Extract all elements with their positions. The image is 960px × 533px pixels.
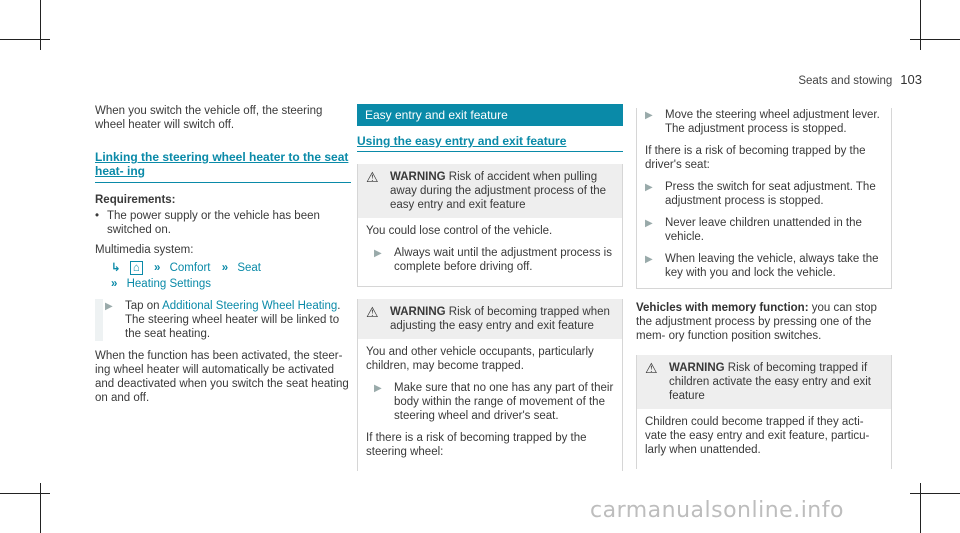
step-text: Move the steering wheel adjustment lever. The adjustment process is stopped. (665, 109, 880, 135)
path-heating-settings[interactable]: Heating Settings (126, 278, 211, 290)
crop-mark (920, 483, 921, 533)
instruction-step (645, 180, 883, 208)
crop-mark (40, 483, 41, 533)
warning-consequence: You could lose control of the vehicle. (366, 225, 553, 237)
instruction-step (645, 252, 883, 280)
warning-header (358, 299, 622, 339)
home-icon[interactable]: ⌂ (130, 261, 143, 275)
warning-header (637, 355, 891, 409)
outro-text: When the function has been activated, the steer- ing wheel heater will automatically be activated and deactivated when you switch the seat heating on and off. (95, 350, 349, 404)
step-icon: ▶ (645, 182, 653, 193)
step-text: Never leave children unattended in the vehicle. (665, 217, 862, 243)
step-icon: ▶ (374, 383, 382, 394)
warning-continuation (636, 108, 892, 289)
memory-function-paragraph: Vehicles with memory function: you can stop the adjustment process by pressing one of the mem- ory function position switches. (636, 302, 877, 342)
warning-text: Risk of becoming trapped if children activate the easy entry and exit feature (669, 362, 872, 402)
step-text: Always wait until the adjustment process is complete before driving off. (394, 247, 612, 273)
requirements-label: Requirements: (95, 194, 176, 206)
instruction-step (374, 381, 614, 423)
crop-mark (910, 493, 960, 494)
step-icon: ▶ (374, 248, 382, 259)
paragraph: If there is a risk of becoming trapped by the driver's seat: (645, 145, 866, 171)
memory-function-label: Vehicles with memory function: (636, 302, 809, 314)
step-text: Make sure that no one has any part of their body within the range of movement of the steering wheel and driver's seat. (394, 382, 614, 422)
path-seat[interactable]: Seat (237, 262, 261, 274)
step-icon: ▶ (645, 254, 653, 265)
warning-consequence: Children could become trapped if they acti- vate the easy entry and exit feature, particu- larly when unattended. (645, 416, 870, 456)
warning-box (636, 355, 892, 469)
warning-body (358, 339, 622, 471)
crop-mark (0, 39, 50, 40)
requirement-text: The power supply or the vehicle has been switched on. (107, 210, 320, 236)
warning-body (358, 218, 622, 286)
chevron-icon: » (154, 262, 161, 274)
warning-box (357, 299, 623, 471)
path-comfort[interactable]: Comfort (169, 262, 211, 274)
path-arrow-icon: ↳ (111, 262, 121, 274)
warning-text: Risk of becoming trapped when adjusting the easy entry and exit feature (390, 306, 610, 332)
watermark: carmanualsonline.info (590, 498, 844, 523)
warning-text: Risk of accident when pulling away during the adjustment process of the easy entry and exit feature (390, 171, 607, 211)
instruction-step (645, 216, 883, 244)
warning-header (358, 164, 622, 218)
requirement-item (95, 209, 351, 237)
warning-title: WARNING (390, 171, 446, 183)
warning-title: WARNING (669, 362, 725, 374)
column-2 (357, 104, 623, 483)
intro-text: When you switch the vehicle off, the steering wheel heater will switch off. (95, 105, 323, 131)
step-icon: ▶ (645, 218, 653, 229)
section-heading: Using the easy entry and exit feature (357, 134, 623, 152)
section-heading: Linking the steering wheel heater to the seat heat- ing (95, 150, 351, 183)
warning-icon: ⚠ (645, 360, 658, 376)
warning-icon: ⚠ (366, 169, 379, 185)
warning-outro: If there is a risk of becoming trapped by the steering wheel: (366, 432, 587, 458)
additional-heating-link[interactable]: Additional Steering Wheel Heating (162, 300, 338, 312)
multimedia-label: Multimedia system: (95, 244, 194, 256)
warning-icon: ⚠ (366, 304, 379, 320)
crop-mark (910, 39, 960, 40)
instruction-step (95, 299, 351, 341)
instruction-step (374, 246, 614, 274)
step-icon: ▶ (645, 110, 653, 121)
page-header (798, 73, 922, 88)
menu-path (95, 261, 351, 291)
crop-mark (920, 0, 921, 50)
chevron-icon: » (111, 278, 118, 290)
step-text: When leaving the vehicle, always take the key with you and lock the vehicle. (665, 253, 879, 279)
instruction-step (645, 108, 883, 136)
bullet-icon: • (95, 210, 100, 222)
step-text: Press the switch for seat adjustment. The adjustment process is stopped. (665, 181, 876, 207)
step-icon: ▶ (105, 301, 113, 312)
crop-mark (0, 493, 50, 494)
chevron-icon: » (221, 262, 229, 274)
warning-box (357, 164, 623, 287)
warning-title: WARNING (390, 306, 446, 318)
column-1 (95, 104, 351, 413)
step-text: Tap on Additional Steering Wheel Heating. The steering wheel heater will be linked to the seat heating. (125, 300, 341, 340)
warning-body (637, 409, 891, 469)
section-title: Seats and stowing (798, 75, 893, 87)
warning-consequence: You and other vehicle occupants, particularly children, may become trapped. (366, 346, 594, 372)
chapter-banner: Easy entry and exit feature (357, 104, 623, 126)
crop-mark (40, 0, 41, 50)
page-number: 103 (900, 72, 922, 87)
column-3 (636, 104, 892, 481)
